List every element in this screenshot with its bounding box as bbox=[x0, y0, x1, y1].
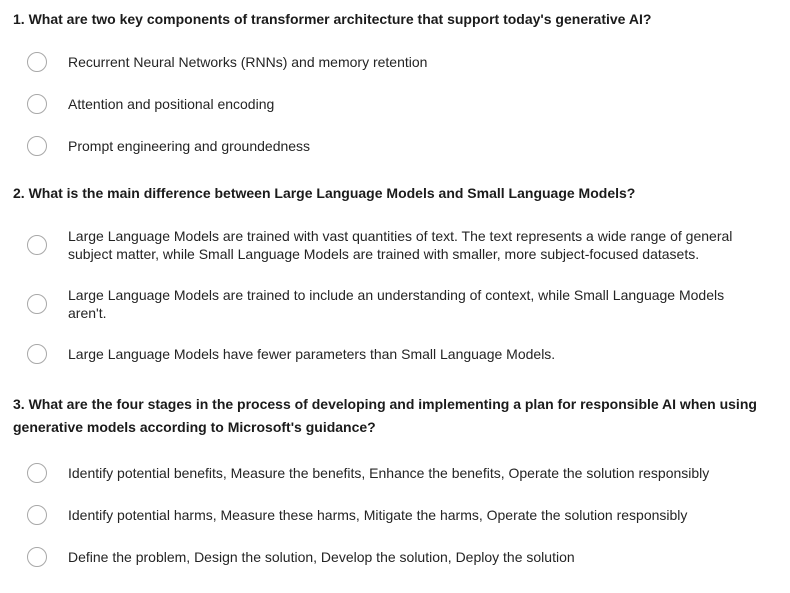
question-3-title: 3. What are the four stages in the process of developing and implementing a plan for responsible AI when using generative models according to Microsoft's guidance? bbox=[13, 396, 757, 435]
question-2-title: 2. What is the main difference between Large Language Models and Small Language Models? bbox=[13, 185, 636, 201]
radio-button[interactable] bbox=[27, 52, 47, 72]
question-2-option-1[interactable] bbox=[13, 215, 780, 274]
radio-button[interactable] bbox=[27, 294, 47, 314]
question-3-option-3[interactable] bbox=[13, 536, 780, 578]
question-1-options bbox=[13, 41, 780, 167]
question-1-option-1[interactable] bbox=[13, 41, 780, 83]
radio-button[interactable] bbox=[27, 94, 47, 114]
question-2-option-3[interactable] bbox=[13, 333, 780, 375]
question-1-option-3[interactable] bbox=[13, 125, 780, 167]
question-1-option-2[interactable] bbox=[13, 83, 780, 125]
radio-button[interactable] bbox=[27, 344, 47, 364]
option-label: Identify potential benefits, Measure the benefits, Enhance the benefits, Operate the solution responsibly bbox=[68, 465, 710, 481]
radio-button[interactable] bbox=[27, 136, 47, 156]
question-1 bbox=[13, 8, 780, 167]
question-3-options bbox=[13, 452, 780, 578]
option-label: Identify potential harms, Measure these harms, Mitigate the harms, Operate the solution responsibly bbox=[68, 507, 688, 523]
question-1-title: 1. What are two key components of transformer architecture that support today's generative AI? bbox=[13, 11, 652, 27]
question-2-option-2[interactable] bbox=[13, 274, 780, 333]
radio-button[interactable] bbox=[27, 235, 47, 255]
question-2-options bbox=[13, 215, 780, 375]
radio-button[interactable] bbox=[27, 547, 47, 567]
option-label: Large Language Models are trained with vast quantities of text. The text represents a wide range of general subject matter, while Small Language Models are trained with smaller, more subject-focused datasets. bbox=[68, 227, 733, 262]
option-label: Attention and positional encoding bbox=[68, 96, 275, 112]
question-2 bbox=[13, 182, 780, 375]
option-label: Large Language Models have fewer parameters than Small Language Models. bbox=[68, 346, 556, 362]
question-3 bbox=[13, 393, 780, 578]
radio-button[interactable] bbox=[27, 463, 47, 483]
option-label: Large Language Models are trained to include an understanding of context, while Small Language Models aren't. bbox=[68, 286, 725, 321]
option-label: Prompt engineering and groundedness bbox=[68, 138, 311, 154]
option-label: Recurrent Neural Networks (RNNs) and memory retention bbox=[68, 54, 428, 70]
question-3-option-1[interactable] bbox=[13, 452, 780, 494]
question-3-option-2[interactable] bbox=[13, 494, 780, 536]
option-label: Define the problem, Design the solution, Develop the solution, Deploy the solution bbox=[68, 549, 575, 565]
radio-button[interactable] bbox=[27, 505, 47, 525]
